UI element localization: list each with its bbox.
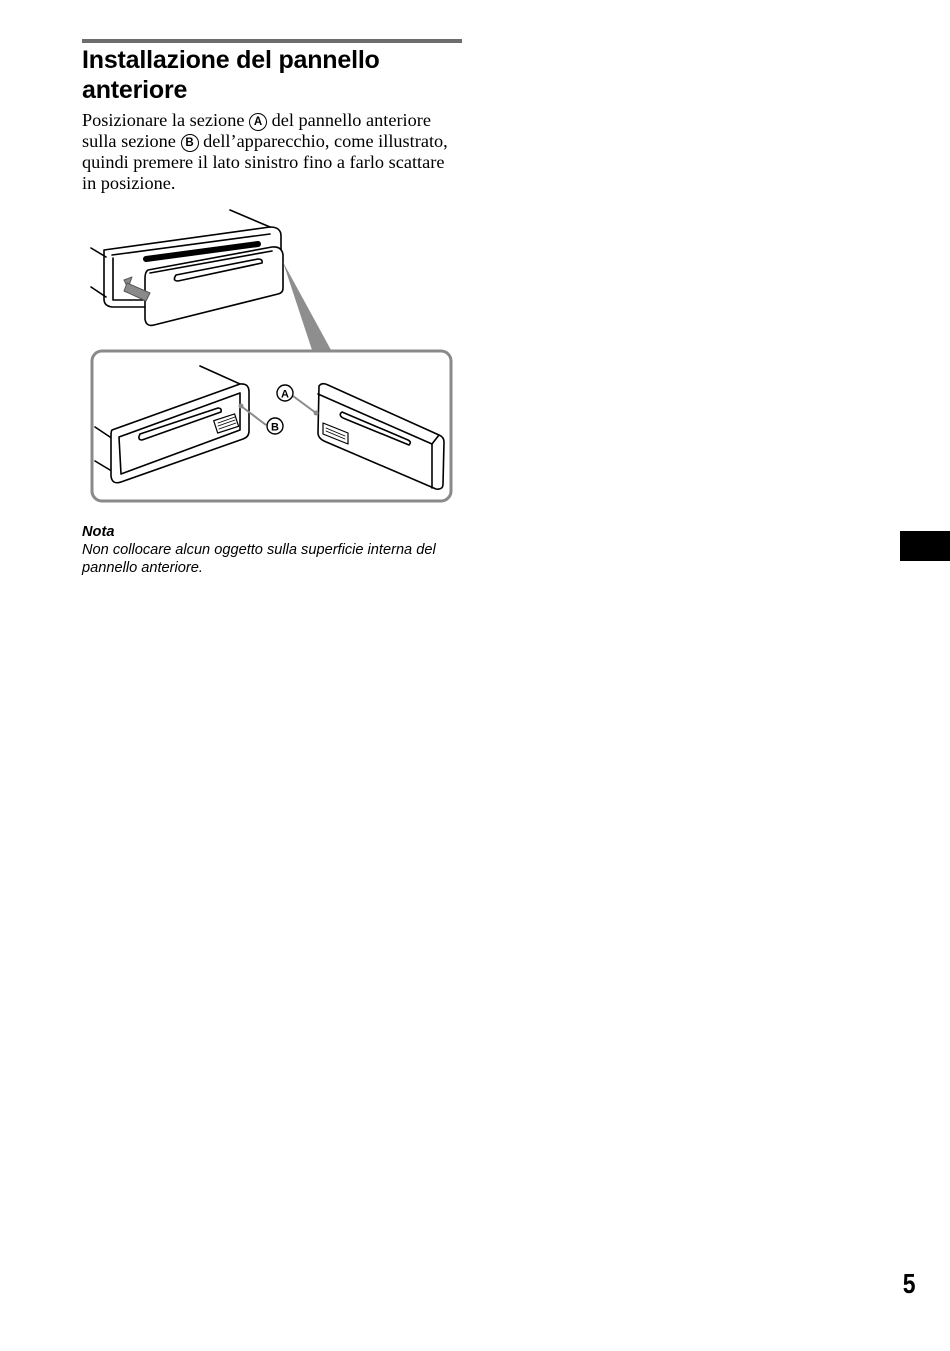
note-title: Nota [82,524,115,540]
note-text: Non collocare alcun oggetto sulla superficie interna del pannello anteriore. [82,542,436,576]
note-block [82,523,462,577]
page-number: 5 [903,1268,916,1299]
zoom-callout-wedge [283,262,331,350]
callout-b-label: B [271,421,279,434]
section-heading: Installazione del pannello anteriore [82,46,380,104]
instruction-paragraph [82,110,462,193]
instruction-text-part-2: del pannello anteriore sulla sezione [82,110,431,151]
callout-a-label: A [281,388,289,401]
leader-dot-a [314,411,319,416]
instruction-text-part-3: dell’apparecchio, come illustrato, quindi premere il lato sinistro fino a farlo scattare in posizione. [82,131,448,193]
top-illustration [91,210,283,325]
label-a-badge: A [249,113,267,131]
unit-chassis-line [230,210,270,227]
front-panel-installation-illustration [82,200,462,510]
section-thumb-tab [900,531,950,561]
label-b-badge: B [181,134,199,152]
section-top-rule [82,39,462,43]
instruction-text-part-1: Posizionare la sezione [82,110,250,130]
leader-dot-b [239,404,244,409]
